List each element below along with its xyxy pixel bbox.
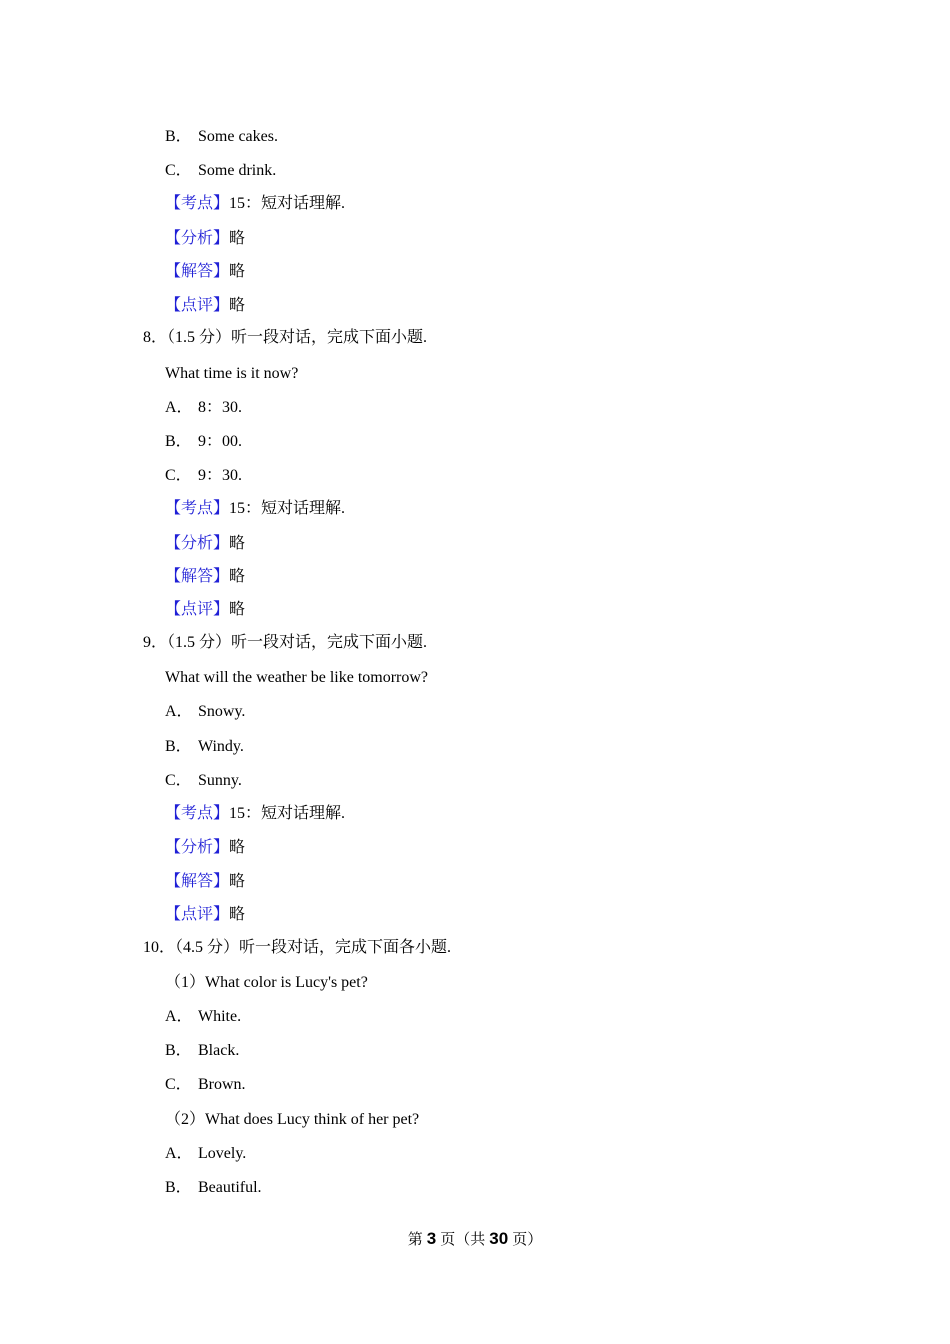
option-a: A． Lovely. <box>165 1145 247 1162</box>
option-c: C． Sunny. <box>165 772 242 789</box>
question-8-text: What time is it now? <box>165 365 299 382</box>
question-10-title: 10．（4.5 分）听一段对话，完成下面各小题. <box>143 939 452 956</box>
dianping-line: 【点评】略 <box>165 906 246 923</box>
question-8-title: 8．（1.5 分）听一段对话，完成下面小题. <box>143 329 428 346</box>
page-number: 3 <box>426 1229 437 1248</box>
option-c: C． 9：30. <box>165 467 243 484</box>
jieda-line: 【解答】略 <box>165 873 246 890</box>
page-footer: 第 3 页（共 30 页） <box>407 1229 543 1248</box>
option-b: B． 9：00. <box>165 433 243 450</box>
jieda-line: 【解答】略 <box>165 568 246 585</box>
option-b: B． Some cakes. <box>165 128 278 145</box>
dianping-line: 【点评】略 <box>165 601 246 618</box>
option-c: C． Some drink. <box>165 162 277 179</box>
kaodian-line: 【考点】15：短对话理解. <box>165 805 346 822</box>
sub-question-1: （1）What color is Lucy's pet? <box>165 974 368 991</box>
kaodian-line: 【考点】15：短对话理解. <box>165 195 346 212</box>
option-a: A． White. <box>165 1008 242 1025</box>
question-9-text: What will the weather be like tomorrow? <box>165 669 429 686</box>
question-9-title: 9．（1.5 分）听一段对话，完成下面小题. <box>143 634 428 651</box>
fenxi-line: 【分析】略 <box>165 230 246 247</box>
option-b: B． Windy. <box>165 738 244 755</box>
option-a: A． Snowy. <box>165 703 246 720</box>
option-b: B． Black. <box>165 1042 240 1059</box>
jieda-line: 【解答】略 <box>165 263 246 280</box>
option-a: A． 8：30. <box>165 399 243 416</box>
fenxi-line: 【分析】略 <box>165 535 246 552</box>
fenxi-line: 【分析】略 <box>165 839 246 856</box>
kaodian-line: 【考点】15：短对话理解. <box>165 500 346 517</box>
option-c: C． Brown. <box>165 1076 246 1093</box>
option-b: B． Beautiful. <box>165 1179 262 1196</box>
sub-question-2: （2）What does Lucy think of her pet? <box>165 1111 420 1128</box>
total-pages: 30 <box>489 1229 509 1248</box>
dianping-line: 【点评】略 <box>165 297 246 314</box>
